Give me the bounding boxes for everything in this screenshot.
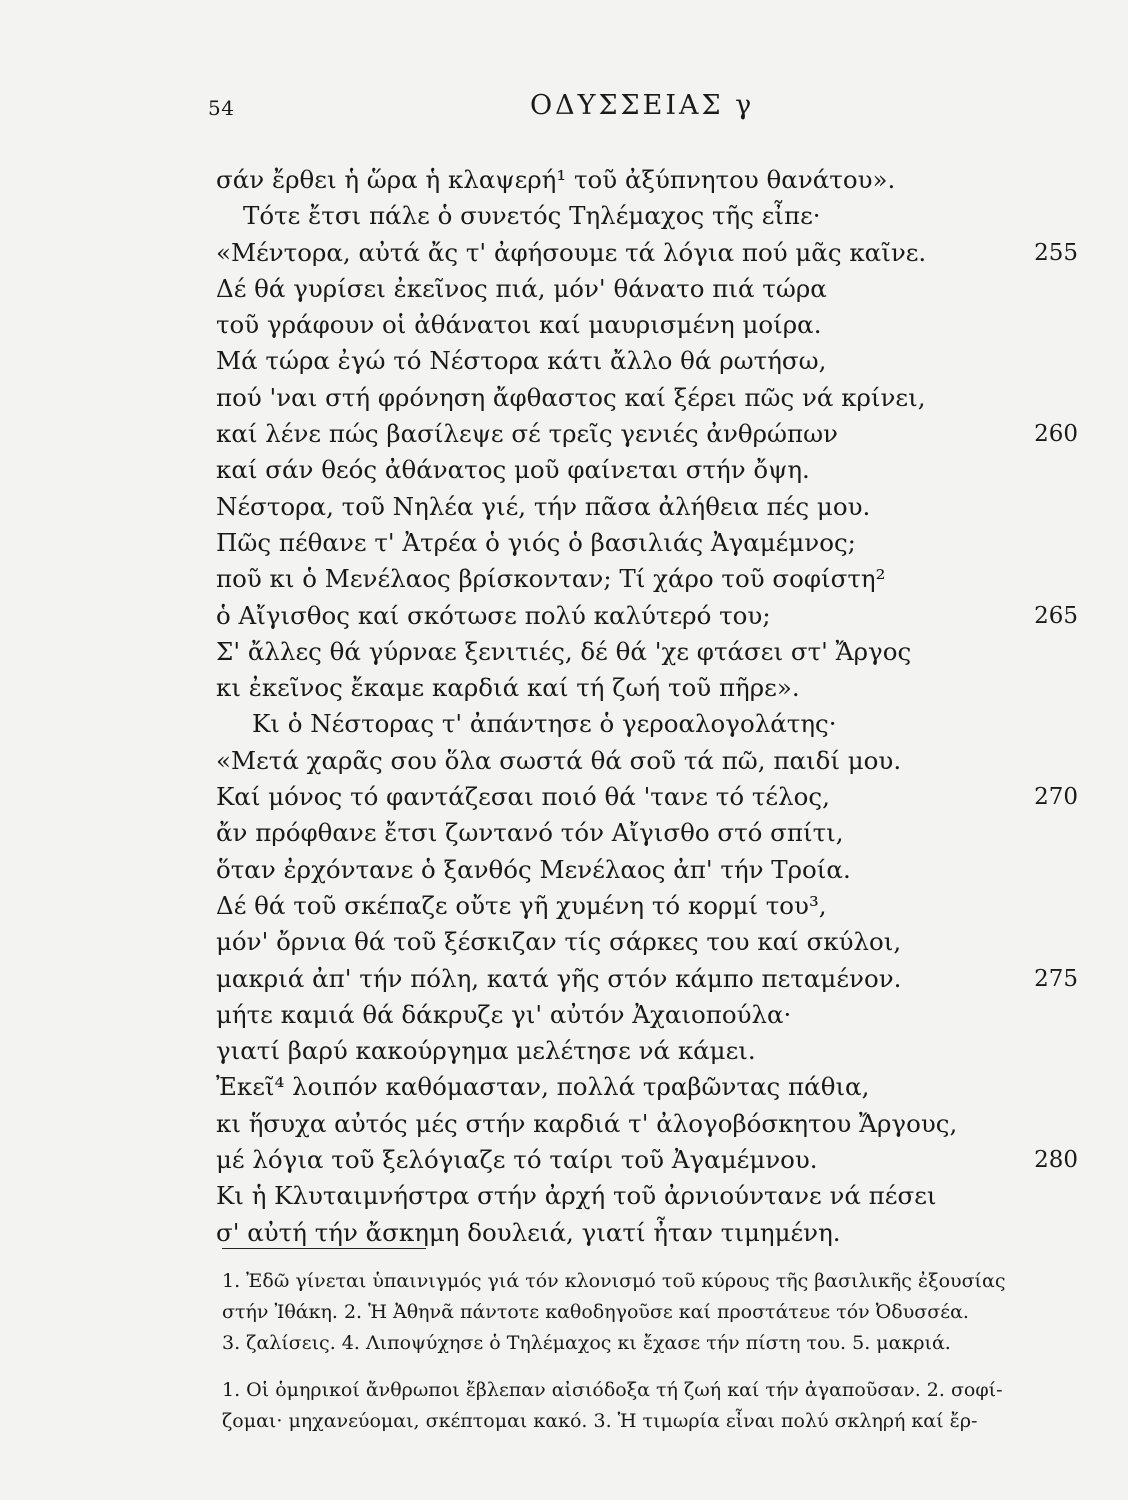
poem-line-text: ἄν πρόφθανε ἔτσι ζωντανό τόν Αἴγισθο στό σπίτι, — [216, 818, 844, 848]
poem-line-text: Τότε ἔτσι πάλε ὁ συνετός Τηλέμαχος τῆς εἶπε· — [243, 201, 821, 231]
poem-line — [0, 852, 1128, 888]
poem-line — [0, 743, 1128, 779]
footnote-line: 3. ζαλίσεις. 4. Λιποψύχησε ὁ Τηλέμαχος κι ἔχασε τήν πίστη του. 5. μακριά. — [222, 1332, 951, 1354]
line-number: 265 — [1034, 602, 1078, 629]
poem-line — [0, 198, 1128, 234]
line-number: 280 — [1034, 1147, 1078, 1174]
poem-line-text: ὅταν ἐρχόντανε ὁ ξανθός Μενέλαος ἀπ' τήν Τροία. — [216, 854, 851, 884]
poem-line — [0, 307, 1128, 343]
footnote-line: ζομαι· μηχανεύομαι, σκέπτομαι κακό. 3. Ἡ τιμωρία εἶναι πολύ σκληρή καί ἔρ- — [222, 1410, 978, 1432]
poem-line — [0, 670, 1128, 706]
poem-line-text: Δέ θά τοῦ σκέπαζε οὔτε γῆ χυμένη τό κορμί του³, — [216, 890, 827, 920]
poem-line — [0, 271, 1128, 307]
poem-line-text: ποῦ κι ὁ Μενέλαος βρίσκονταν; Τί χάρο τοῦ σοφίστη² — [216, 564, 886, 594]
poem-line — [0, 162, 1128, 198]
poem-line — [0, 634, 1128, 670]
line-number: 270 — [1034, 784, 1078, 811]
poem-line — [0, 1069, 1128, 1105]
poem-line-text: τοῦ γράφουν οἱ ἀθάνατοι καί μαυρισμένη μοίρα. — [216, 310, 822, 340]
poem-line — [0, 235, 1128, 271]
poem-line — [0, 779, 1128, 815]
poem-line — [0, 452, 1128, 488]
line-number: 260 — [1034, 421, 1078, 448]
poem-line-text: γιατί βαρύ κακούργημα μελέτησε νά κάμει. — [216, 1036, 756, 1066]
poem-text — [0, 162, 1128, 1251]
poem-line-text: ὁ Αἴγισθος καί σκότωσε πολύ καλύτερό του; — [216, 600, 771, 630]
line-number: 255 — [1034, 239, 1078, 266]
poem-line-text: σάν ἔρθει ἡ ὥρα ἡ κλαψερή¹ τοῦ ἀξύπνητου θανάτου». — [216, 165, 896, 194]
poem-line — [0, 525, 1128, 561]
poem-line — [0, 561, 1128, 597]
poem-line — [0, 706, 1128, 742]
footnotes-commentary — [222, 1375, 1082, 1437]
poem-line-text: καί λένε πώς βασίλεψε σέ τρεῖς γενιές ἀνθρώπων — [216, 419, 838, 449]
poem-line-text: «Μέντορα, αὐτά ἄς τ' ἀφήσουμε τά λόγια πού μᾶς καῖνε. — [216, 237, 927, 267]
poem-line-text: σ' αὐτή τήν ἄσκημη δουλειά, γιατί ἦταν τιμημένη. — [216, 1217, 841, 1247]
poem-line — [0, 380, 1128, 416]
poem-line — [0, 343, 1128, 379]
poem-line-text: Σ' ἄλλες θά γύρναε ξενιτιές, δέ θά 'χε φτάσει στ' Ἄργος — [216, 636, 912, 666]
poem-line-text: Κι ἡ Κλυταιμνήστρα στήν ἀρχή τοῦ ἀρνιούντανε νά πέσει — [216, 1181, 937, 1211]
running-title: ΟΔΥΣΣΕΙΑΣ γ — [530, 90, 755, 121]
footnotes-translation — [222, 1266, 1082, 1359]
poem-line-text: Πῶς πέθανε τ' Ἀτρέα ὁ γιός ὁ βασιλιάς Ἀγαμέμνος; — [216, 527, 856, 557]
poem-line-text: «Μετά χαρᾶς σου ὅλα σωστά θά σοῦ τά πῶ, παιδί μου. — [216, 745, 902, 775]
footnote-line: 1. Ἐδῶ γίνεται ὑπαινιγμός γιά τόν κλονισμό τοῦ κύρους τῆς βασιλικῆς ἐξουσίας — [222, 1270, 1006, 1292]
poem-line — [0, 598, 1128, 634]
poem-line-text: μόν' ὄρνια θά τοῦ ξέσκιζαν τίς σάρκες του καί σκύλοι, — [216, 927, 902, 957]
poem-line-text: Κι ὁ Νέστορας τ' ἀπάντησε ὁ γεροαλογολάτης· — [252, 709, 837, 739]
poem-line — [0, 961, 1128, 997]
poem-line — [0, 1178, 1128, 1214]
poem-line — [0, 997, 1128, 1033]
poem-line-text: καί σάν θεός ἀθάνατος μοῦ φαίνεται στήν ὄψη. — [216, 455, 810, 485]
poem-line — [0, 1142, 1128, 1178]
poem-line-text: μήτε καμιά θά δάκρυζε γι' αὐτόν Ἀχαιοπούλα· — [216, 999, 792, 1029]
footnote-rule — [222, 1248, 426, 1249]
poem-line — [0, 815, 1128, 851]
poem-line — [0, 1215, 1128, 1251]
poem-line — [0, 416, 1128, 452]
poem-line-text: Νέστορα, τοῦ Νηλέα γιέ, τήν πᾶσα ἀλήθεια πές μου. — [216, 491, 871, 521]
poem-line-text: Μά τώρα ἐγώ τό Νέστορα κάτι ἄλλο θά ρωτήσω, — [216, 346, 827, 376]
poem-line-text: κι ἐκεῖνος ἔκαμε καρδιά καί τή ζωή τοῦ πῆρε». — [216, 673, 800, 703]
poem-line-text: μακριά ἀπ' τήν πόλη, κατά γῆς στόν κάμπο πεταμένον. — [216, 963, 902, 993]
poem-line — [0, 1033, 1128, 1069]
footnote-line: 1. Οἱ ὁμηρικοί ἄνθρωποι ἔβλεπαν αἰσιόδοξα τή ζωή καί τήν ἀγαποῦσαν. 2. σοφί- — [222, 1379, 1003, 1401]
poem-line-text: πού 'ναι στή φρόνηση ἄφθαστος καί ξέρει πῶς νά κρίνει, — [216, 382, 926, 412]
poem-line-text: Ἐκεῖ⁴ λοιπόν καθόμασταν, πολλά τραβῶντας πάθια, — [216, 1072, 870, 1102]
poem-line-text: Καί μόνος τό φαντάζεσαι ποιό θά 'τανε τό τέλος, — [216, 782, 830, 812]
poem-line — [0, 888, 1128, 924]
poem-line-text: μέ λόγια τοῦ ξελόγιαζε τό ταίρι τοῦ Ἀγαμέμνου. — [216, 1145, 818, 1175]
poem-line-text: Δέ θά γυρίσει ἐκεῖνος πιά, μόν' θάνατο πιά τώρα — [216, 273, 827, 303]
poem-line — [0, 489, 1128, 525]
poem-line — [0, 924, 1128, 960]
poem-line — [0, 1106, 1128, 1142]
line-number: 275 — [1034, 965, 1078, 992]
poem-line-text: κι ἥσυχα αὐτός μές στήν καρδιά τ' ἀλογοβόσκητου Ἄργους, — [216, 1108, 958, 1138]
footnote-line: στήν Ἰθάκη. 2. Ἡ Ἀθηνᾶ πάντοτε καθοδηγοῦσε καί προστάτευε τόν Ὀδυσσέα. — [222, 1301, 969, 1323]
page-number: 54 — [208, 96, 235, 120]
